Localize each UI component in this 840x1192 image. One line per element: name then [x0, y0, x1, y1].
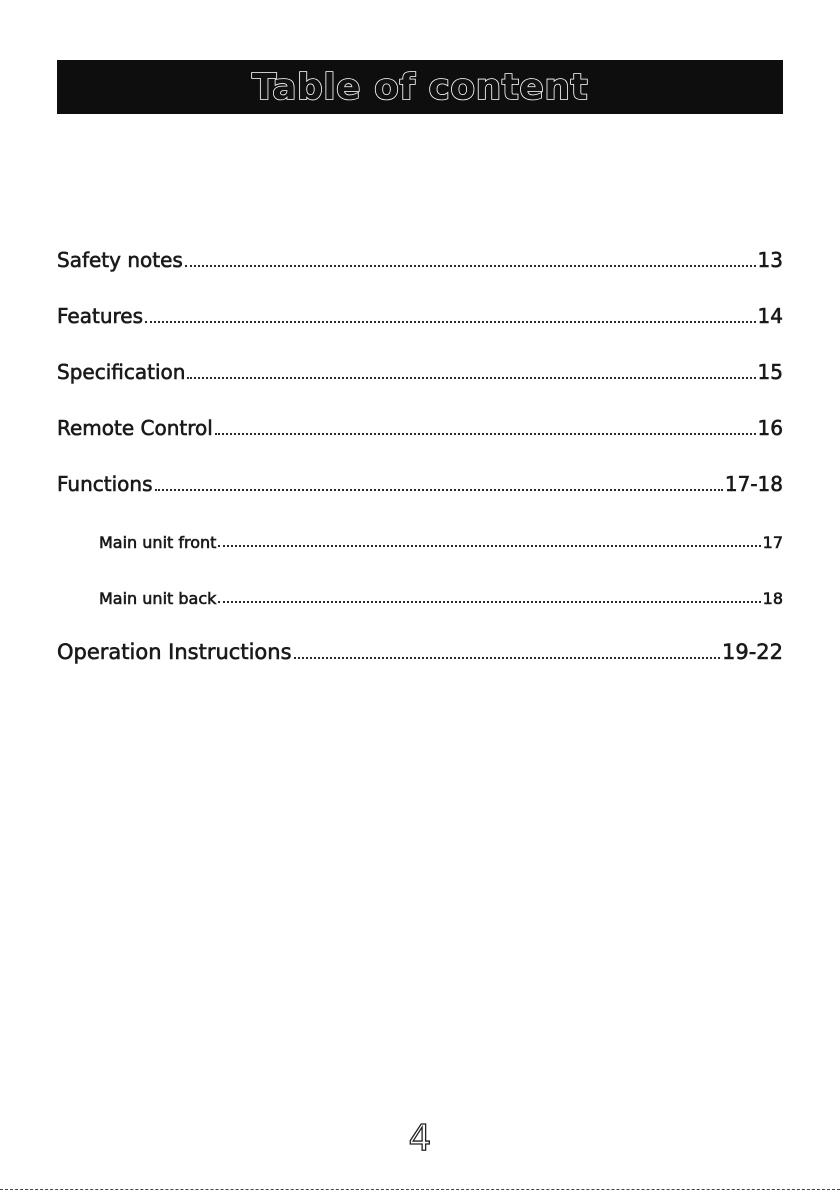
toc-entry-page: 14: [757, 304, 783, 328]
toc-entry-page: 15: [757, 360, 783, 384]
dot-leader: [187, 377, 755, 379]
dot-leader: [215, 433, 756, 435]
dot-leader: [185, 265, 756, 267]
toc-entry-label: Main unit back: [99, 589, 217, 608]
toc-entry-page: 13: [757, 248, 783, 272]
toc-entry-label: Remote Control: [57, 416, 213, 440]
dot-leader: [218, 601, 760, 603]
toc-entry-page: 19-22: [721, 640, 783, 664]
dot-leader: [218, 545, 760, 547]
toc-entry-page: 16: [757, 416, 783, 440]
title-banner: [57, 60, 783, 114]
toc-subentry-main-unit-front: [57, 506, 783, 562]
toc-entry-functions: [57, 450, 783, 506]
toc-entry-label: Features: [57, 304, 143, 328]
table-of-contents: [57, 226, 783, 674]
page-number: 4: [408, 1118, 432, 1159]
toc-entry-page: 17-18: [724, 472, 783, 496]
toc-entry-page: 17: [762, 533, 783, 552]
toc-entry-label: Operation Instructions: [57, 640, 292, 664]
toc-entry-page: 18: [762, 589, 783, 608]
dot-leader: [145, 321, 756, 323]
toc-entry-label: Functions: [57, 472, 153, 496]
page-title: Table of content: [251, 66, 589, 108]
dot-leader: [155, 489, 723, 491]
toc-entry-label: Main unit front: [99, 533, 217, 552]
dot-leader: [294, 657, 720, 659]
toc-entry-features: [57, 282, 783, 338]
toc-entry-specification: [57, 338, 783, 394]
toc-entry-label: Safety notes: [57, 248, 183, 272]
toc-entry-operation-instructions: [57, 618, 783, 674]
toc-entry-label: Specification: [57, 360, 186, 384]
toc-entry-safety-notes: [57, 226, 783, 282]
toc-entry-remote-control: [57, 394, 783, 450]
toc-subentry-main-unit-back: [57, 562, 783, 618]
